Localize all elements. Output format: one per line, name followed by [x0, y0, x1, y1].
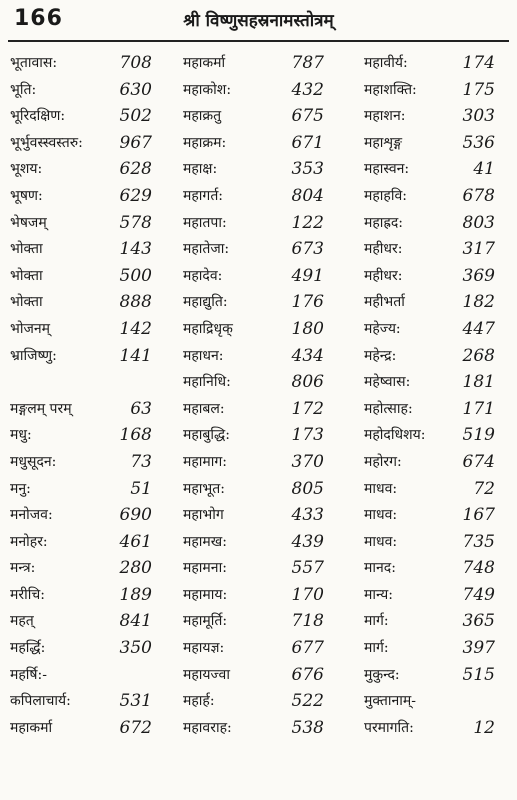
index-term: मरीचि:	[10, 586, 45, 603]
verse-number: 690	[119, 505, 152, 526]
index-term: परमागति:	[364, 719, 414, 736]
verse-number: 677	[291, 638, 324, 659]
verse-number: 718	[291, 611, 324, 632]
verse-number: 317	[462, 239, 495, 260]
verse-number: 491	[291, 265, 324, 286]
index-term: महेज्य:	[364, 320, 401, 337]
index-term: मधु:	[10, 427, 32, 444]
page-header	[0, 0, 517, 46]
index-term: महावराह:	[183, 719, 232, 736]
index-term: महर्षि:-	[10, 666, 47, 683]
index-row	[0, 688, 517, 715]
index-term: महातपा:	[183, 214, 227, 231]
verse-number: 73	[130, 451, 152, 472]
index-term: महानिधि:	[183, 374, 231, 391]
index-term: महाधन:	[183, 347, 224, 364]
verse-number: 749	[462, 584, 495, 605]
header-rule	[8, 40, 509, 42]
verse-number: 500	[119, 265, 152, 286]
verse-number: 675	[291, 106, 324, 127]
verse-number: 268	[462, 345, 495, 366]
index-term: मधुसूदन:	[10, 453, 57, 470]
verse-number: 805	[291, 478, 324, 499]
verse-number: 678	[462, 185, 495, 206]
verse-number: 531	[119, 691, 152, 712]
verse-number: 369	[462, 265, 495, 286]
verse-number: 171	[462, 398, 495, 419]
index-row	[0, 529, 517, 556]
verse-number: 502	[119, 106, 152, 127]
index-row	[0, 183, 517, 210]
verse-number: 557	[291, 558, 324, 579]
index-term: भोक्ता	[10, 241, 43, 258]
index-row	[0, 130, 517, 157]
verse-number: 967	[119, 132, 152, 153]
index-term	[10, 369, 122, 396]
verse-number: 434	[291, 345, 324, 366]
index-term: कपिलाचार्य:	[10, 693, 71, 710]
index-term: भ्राजिष्णु:	[10, 347, 57, 364]
index-term: महादेव:	[183, 267, 223, 284]
verse-number: 12	[473, 717, 495, 738]
verse-number	[116, 662, 152, 689]
verse-number: 122	[291, 212, 324, 233]
verse-number: 841	[119, 611, 152, 632]
verse-number: 538	[291, 717, 324, 738]
index-term: मुक्तानाम्-	[364, 693, 416, 710]
index-term: महावीर्य:	[364, 55, 408, 71]
verse-number: 174	[462, 53, 495, 73]
verse-number: 353	[291, 159, 324, 180]
verse-number	[116, 369, 152, 396]
index-term: महाद्युति:	[183, 294, 228, 311]
verse-number: 176	[291, 292, 324, 313]
verse-number: 370	[291, 451, 324, 472]
index-row	[0, 343, 517, 370]
verse-number: 515	[462, 664, 495, 685]
index-row	[0, 316, 517, 343]
verse-number: 173	[291, 425, 324, 446]
index-term: महोदधिशय:	[364, 427, 426, 444]
index-term: माधव:	[364, 480, 398, 497]
index-term: महाशक्ति:	[364, 81, 417, 98]
index-term: भूरिदक्षिण:	[10, 108, 66, 125]
index-term: मुकुन्द:	[364, 666, 400, 683]
verse-number: 350	[119, 638, 152, 659]
index-term: महीधर:	[364, 241, 403, 258]
index-row	[0, 156, 517, 183]
verse-number: 630	[119, 79, 152, 100]
page-number: 166	[14, 6, 63, 31]
index-row	[0, 608, 517, 635]
verse-number: 447	[462, 318, 495, 339]
index-term: महर्द्धि:	[10, 640, 46, 657]
verse-number: 63	[130, 398, 152, 419]
index-term: महास्वन:	[364, 161, 410, 178]
verse-number: 629	[119, 185, 152, 206]
index-term: महायज्ञ:	[183, 640, 225, 657]
verse-number: 168	[119, 425, 152, 446]
verse-number: 536	[462, 132, 495, 153]
verse-number: 181	[462, 372, 495, 393]
verse-number: 888	[119, 292, 152, 313]
verse-number: 748	[462, 558, 495, 579]
index-term: महातेजा:	[183, 241, 230, 258]
index-row	[0, 715, 517, 742]
verse-number: 170	[291, 584, 324, 605]
index-term: मार्ग:	[364, 640, 389, 657]
verse-number: 519	[462, 425, 495, 446]
index-term: मान्य:	[364, 586, 393, 603]
verse-number: 51	[130, 478, 152, 499]
index-row	[0, 422, 517, 449]
index-term: मनु:	[10, 480, 31, 497]
index-term: महाभूत:	[183, 480, 225, 497]
index-row	[0, 582, 517, 609]
index-row	[0, 263, 517, 290]
verse-number: 143	[119, 239, 152, 260]
index-term: महाह्रद:	[364, 214, 404, 231]
index-row	[0, 555, 517, 582]
index-term: महार्ह:	[183, 693, 215, 710]
verse-number: 787	[291, 53, 324, 73]
index-row	[0, 103, 517, 130]
verse-number: 673	[291, 239, 324, 260]
index-term: महाशृङ्ग	[364, 134, 403, 151]
verse-number: 72	[473, 478, 495, 499]
index-term: भूर्भुवस्स्वस्तरु:	[10, 134, 83, 151]
index-term: महाक्ष:	[183, 161, 218, 178]
verse-number: 628	[119, 159, 152, 180]
verse-number: 303	[462, 106, 495, 127]
index-term: भूषण:	[10, 187, 43, 204]
index-term: महेन्द्र:	[364, 347, 397, 364]
index-term: महाहवि:	[364, 187, 407, 204]
index-term: महाभोग	[183, 507, 224, 524]
index-term: मन्त्र:	[10, 560, 36, 577]
verse-number: 41	[473, 159, 495, 180]
index-term: भूशय:	[10, 161, 43, 178]
index-row	[0, 50, 517, 77]
index-row	[0, 289, 517, 316]
verse-number: 433	[291, 505, 324, 526]
index-term: महाकर्मा	[10, 719, 53, 736]
verse-number: 522	[291, 691, 324, 712]
index-term: मङ्गलम् परम्	[10, 400, 72, 417]
verse-number	[455, 688, 495, 715]
verse-number: 432	[291, 79, 324, 100]
verse-number: 280	[119, 558, 152, 579]
index-term: महत्	[10, 613, 34, 630]
index-term: महोत्साह:	[364, 400, 413, 417]
index-term: महाक्रतु	[183, 108, 222, 125]
verse-number: 167	[462, 505, 495, 526]
index-row	[0, 662, 517, 689]
index-term: महाशन:	[364, 108, 406, 125]
verse-number: 806	[291, 372, 324, 393]
index-term: माधव:	[364, 533, 398, 550]
verse-number: 141	[119, 345, 152, 366]
index-row	[0, 210, 517, 237]
index-row	[0, 396, 517, 423]
index-term: महीधर:	[364, 267, 403, 284]
index-term: भोक्ता	[10, 294, 43, 311]
index-row	[0, 476, 517, 503]
index-term: भूतावास:	[10, 55, 58, 71]
index-term: महामख:	[183, 533, 227, 550]
verse-number: 671	[291, 132, 324, 153]
verse-number: 803	[462, 212, 495, 233]
verse-number: 182	[462, 292, 495, 313]
verse-number: 439	[291, 531, 324, 552]
index-term: मनोजव:	[10, 507, 53, 524]
index-term: महाकोश:	[183, 81, 232, 98]
index-row	[0, 77, 517, 104]
index-row	[0, 236, 517, 263]
index-term: महामाय:	[183, 586, 228, 603]
index-term: महोरग:	[364, 453, 402, 470]
index-term: भूति:	[10, 81, 37, 98]
verse-number: 578	[119, 212, 152, 233]
index-term: मनोहर:	[10, 533, 48, 550]
verse-number: 180	[291, 318, 324, 339]
index-term: भोक्ता	[10, 267, 43, 284]
index-term: महाकर्मा	[183, 55, 226, 71]
index-table	[0, 50, 517, 741]
index-term: महाबल:	[183, 400, 225, 417]
index-term: महीभर्ता	[364, 294, 405, 311]
index-term: मानद:	[364, 560, 396, 577]
verse-number: 175	[462, 79, 495, 100]
page-title: श्री विष्णुसहस्रनामस्तोत्रम्	[183, 11, 334, 31]
index-term: माधव:	[364, 507, 398, 524]
index-term: महामना:	[183, 560, 227, 577]
verse-number: 708	[119, 53, 152, 73]
index-row	[0, 502, 517, 529]
index-term: महायज्वा	[183, 666, 230, 683]
index-term: महाबुद्धि:	[183, 427, 230, 444]
index-term: महामाग:	[183, 453, 228, 470]
verse-number: 676	[291, 664, 324, 685]
index-term: महाद्रिधृक्	[183, 320, 233, 337]
index-row	[0, 635, 517, 662]
verse-number: 672	[119, 717, 152, 738]
index-term: महामूर्ति:	[183, 613, 228, 630]
verse-number: 674	[462, 451, 495, 472]
verse-number: 735	[462, 531, 495, 552]
verse-number: 804	[291, 185, 324, 206]
index-row	[0, 449, 517, 476]
index-term: महाक्रम:	[183, 134, 227, 151]
index-term: महेष्वास:	[364, 374, 411, 391]
index-term: मार्ग:	[364, 613, 389, 630]
verse-number: 172	[291, 398, 324, 419]
index-term: भोजनम्	[10, 320, 50, 337]
verse-number: 397	[462, 638, 495, 659]
verse-number: 365	[462, 611, 495, 632]
verse-number: 189	[119, 584, 152, 605]
index-term: भेषजम्	[10, 214, 47, 231]
index-row	[0, 369, 517, 396]
index-term: महागर्त:	[183, 187, 224, 204]
verse-number: 461	[119, 531, 152, 552]
verse-number: 142	[119, 318, 152, 339]
